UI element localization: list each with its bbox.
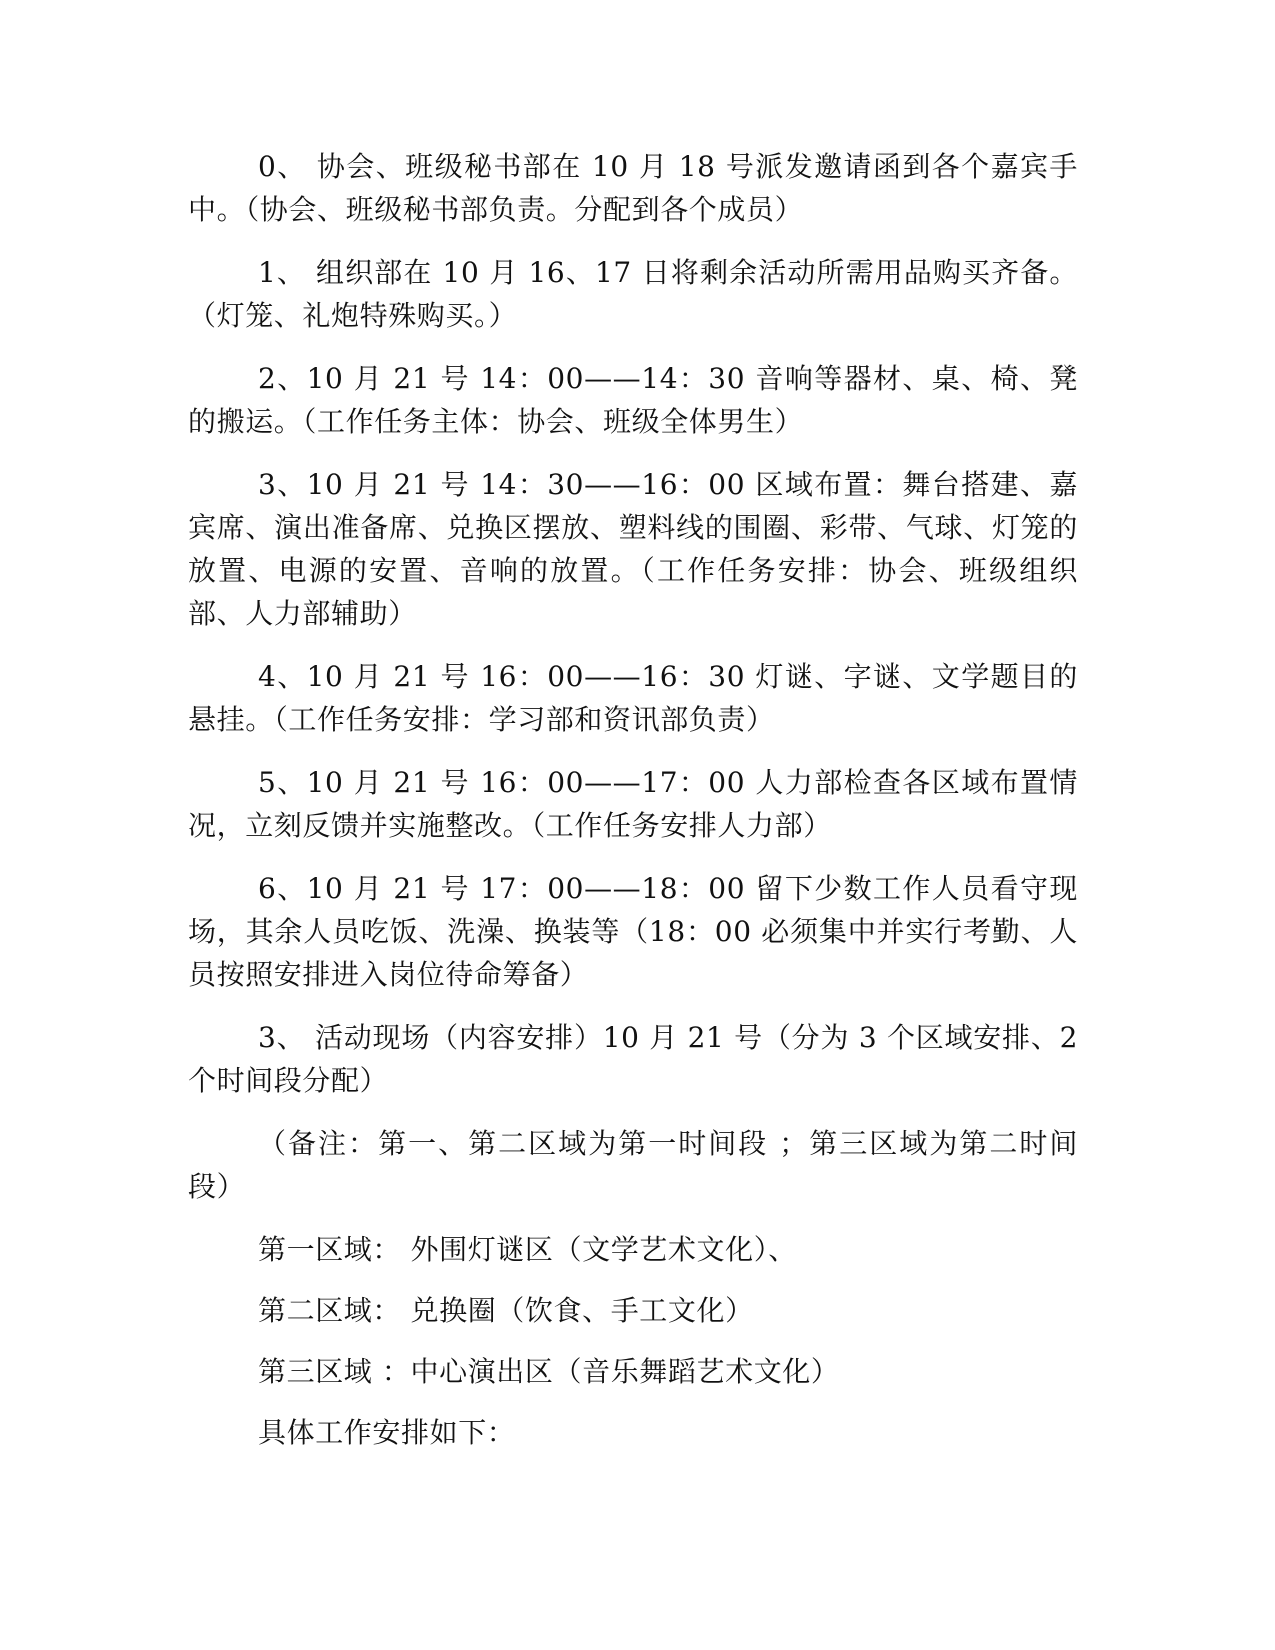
paragraph-remark: （备注：第一、第二区域为第一时间段 ；第三区域为第二时间段）: [188, 1127, 1078, 1203]
paragraph-onsite-arrangement: 3、 活动现场（内容安排）10 月 21 号（分为 3 个区域安排、2 个时间段分配）: [188, 1021, 1078, 1097]
paragraph-riddle-hanging: 4、10 月 21 号 16：00——16：30 灯谜、字谜、文学题目的悬挂。（工作任务安排：学习部和资讯部负责）: [188, 660, 1078, 736]
paragraph-purchase: 1、 组织部在 10 月 16、17 日将剩余活动所需用品购买齐备。（灯笼、礼炮特殊购买。）: [188, 256, 1078, 332]
paragraph-invitation: 0、 协会、班级秘书部在 10 月 18 号派发邀请函到各个嘉宾手中。（协会、班级秘书部负责。分配到各个成员）: [188, 150, 1078, 226]
paragraph-zone-one: 第一区域： 外围灯谜区（文学艺术文化）、: [258, 1233, 797, 1266]
paragraph-zone-two: 第二区域： 兑换圈（饮食、手工文化）: [258, 1294, 754, 1327]
paragraph-equipment-moving: 2、10 月 21 号 14：00——14：30 音响等器材、桌、椅、凳的搬运。（工作任务主体：协会、班级全体男生）: [188, 362, 1078, 438]
paragraph-area-setup: 3、10 月 21 号 14：30——16：00 区域布置：舞台搭建、嘉宾席、演出准备席、兑换区摆放、塑料线的围圈、彩带、气球、灯笼的放置、电源的安置、音响的放置。（工作任务安排：协会、班级组织部、人力部辅助）: [188, 468, 1078, 630]
paragraph-standby: 6、10 月 21 号 17：00——18：00 留下少数工作人员看守现场，其余人员吃饭、洗澡、换装等（18：00 必须集中并实行考勤、人员按照安排进入岗位待命筹备）: [188, 872, 1078, 991]
document-body: [188, 145, 1078, 1474]
paragraph-details-heading: 具体工作安排如下：: [258, 1416, 516, 1449]
paragraph-inspection: 5、10 月 21 号 16：00——17：00 人力部检查各区域布置情况，立刻反馈并实施整改。（工作任务安排人力部）: [188, 766, 1078, 842]
paragraph-zone-three: 第三区域 ：中心演出区（音乐舞蹈艺术文化）: [258, 1355, 840, 1388]
